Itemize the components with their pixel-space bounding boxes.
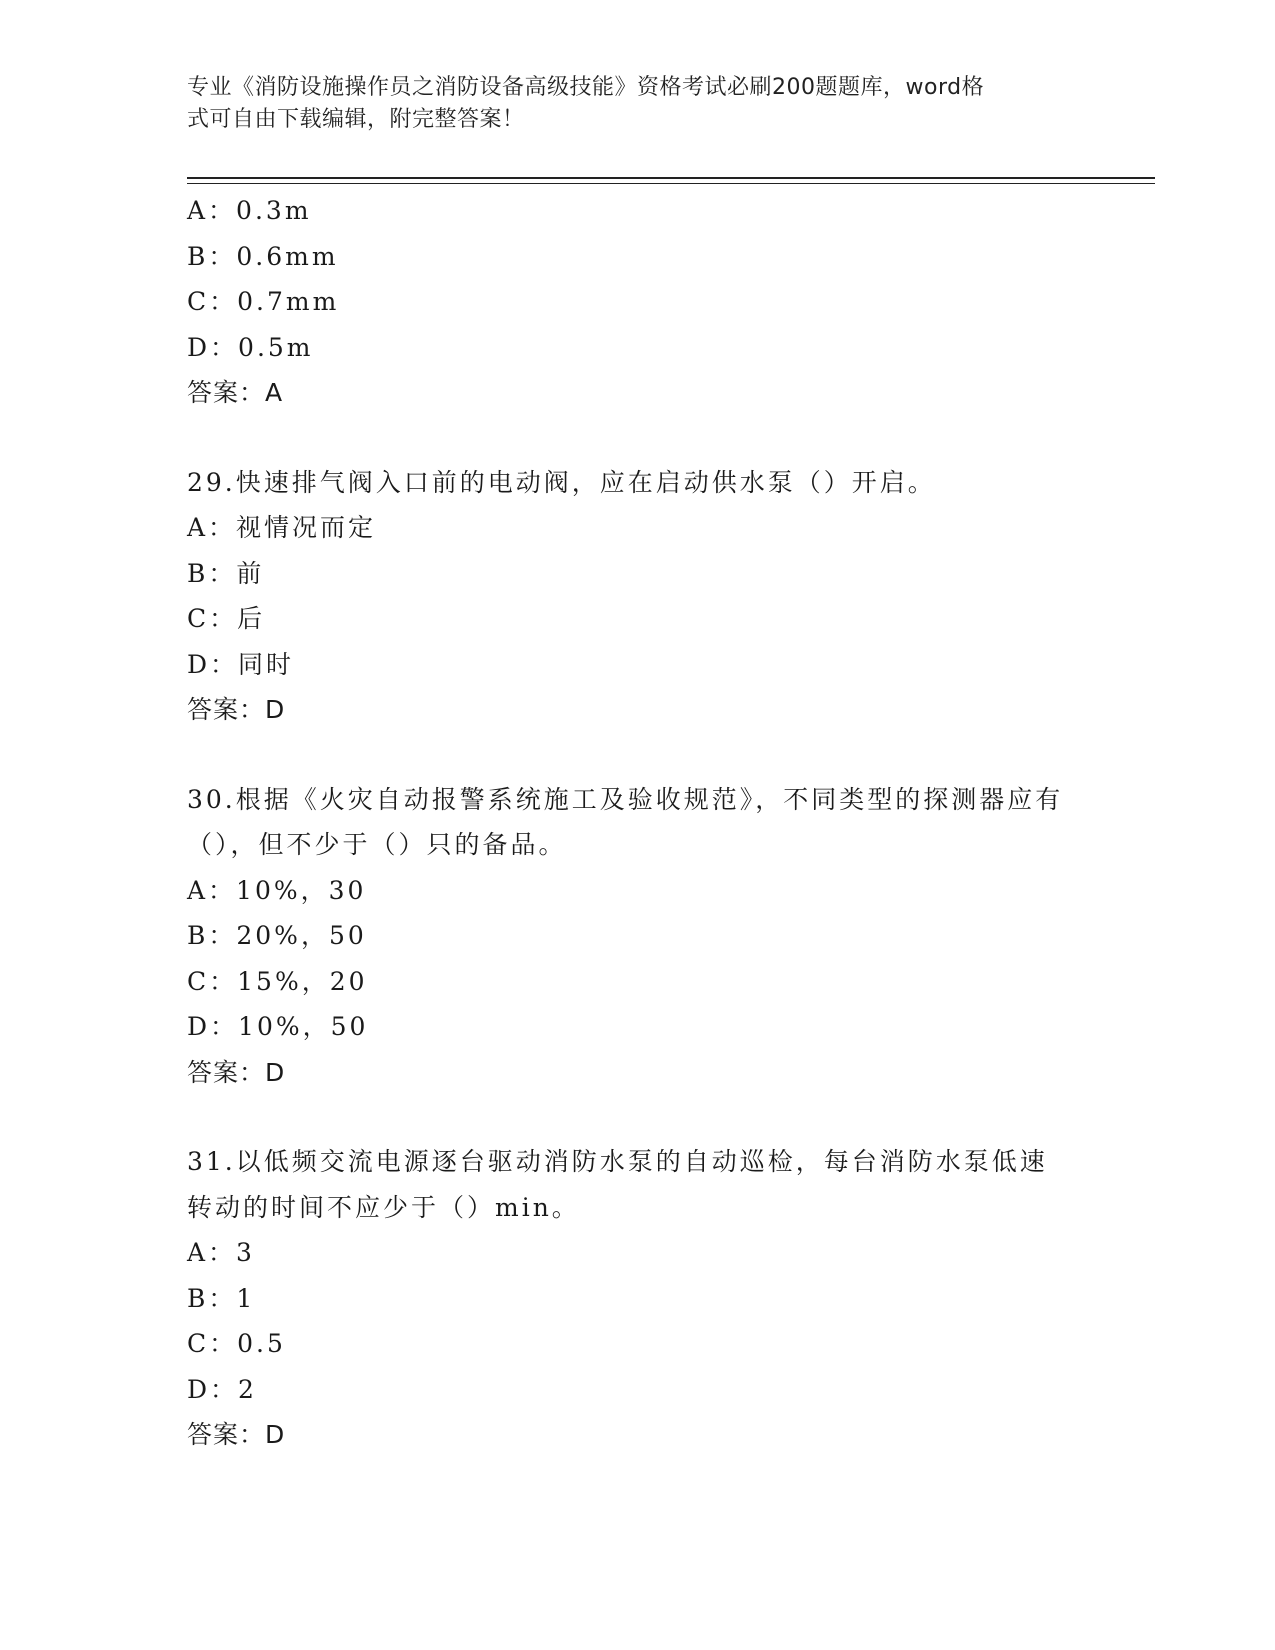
answer-line: 答案：D — [187, 1057, 286, 1087]
question-stem: 30.根据《火灾自动报警系统施工及验收规范》，不同类型的探测器应有（），但不少于（）只的备品。 — [187, 784, 1064, 859]
header-line-1: 专业《消防设施操作员之消防设备高级技能》资格考试必刷200题题库，word格 — [187, 75, 985, 100]
option-b: B：1 — [187, 1283, 256, 1313]
question-list — [187, 188, 1087, 1458]
option-a: A：视情况而定 — [187, 513, 377, 542]
question-stem: 31.以低频交流电源逐台驱动消防水泵的自动巡检，每台消防水泵低速转动的时间不应少于（）min。 — [187, 1147, 1048, 1222]
option-c: C：0.7mm — [187, 287, 340, 316]
option-d: D：2 — [187, 1374, 257, 1404]
answer-line: 答案：D — [187, 695, 286, 724]
answer-line: 答案：D — [187, 1420, 286, 1449]
answer-line: 答案：A — [187, 378, 284, 407]
header-divider-thin — [187, 183, 1155, 184]
spacer — [187, 1095, 1087, 1139]
option-c: C：后 — [187, 604, 266, 633]
question-block-29 — [187, 460, 1087, 733]
option-c: C：0.5 — [187, 1329, 286, 1358]
spacer — [187, 416, 1087, 460]
header-divider-thick — [187, 177, 1155, 179]
option-b: B：20%，50 — [187, 921, 367, 950]
option-b: B：前 — [187, 558, 265, 588]
option-a: A：10%，30 — [187, 875, 367, 905]
option-d: D：10%，50 — [187, 1012, 369, 1041]
option-d: D：同时 — [187, 649, 295, 679]
option-a: A：0.3m — [187, 196, 312, 225]
document-header — [187, 72, 1067, 136]
header-line-2: 式可自由下载编辑，附完整答案！ — [187, 107, 525, 132]
option-c: C：15%，20 — [187, 966, 368, 996]
question-block-31 — [187, 1139, 1087, 1458]
spacer — [187, 733, 1087, 777]
option-b: B：0.6mm — [187, 241, 339, 271]
option-d: D：0.5m — [187, 332, 314, 362]
question-block-28 — [187, 188, 1087, 416]
question-stem: 29.快速排气阀入口前的电动阀，应在启动供水泵（）开启。 — [187, 467, 936, 497]
option-a: A：3 — [187, 1238, 255, 1267]
question-block-30 — [187, 777, 1087, 1096]
